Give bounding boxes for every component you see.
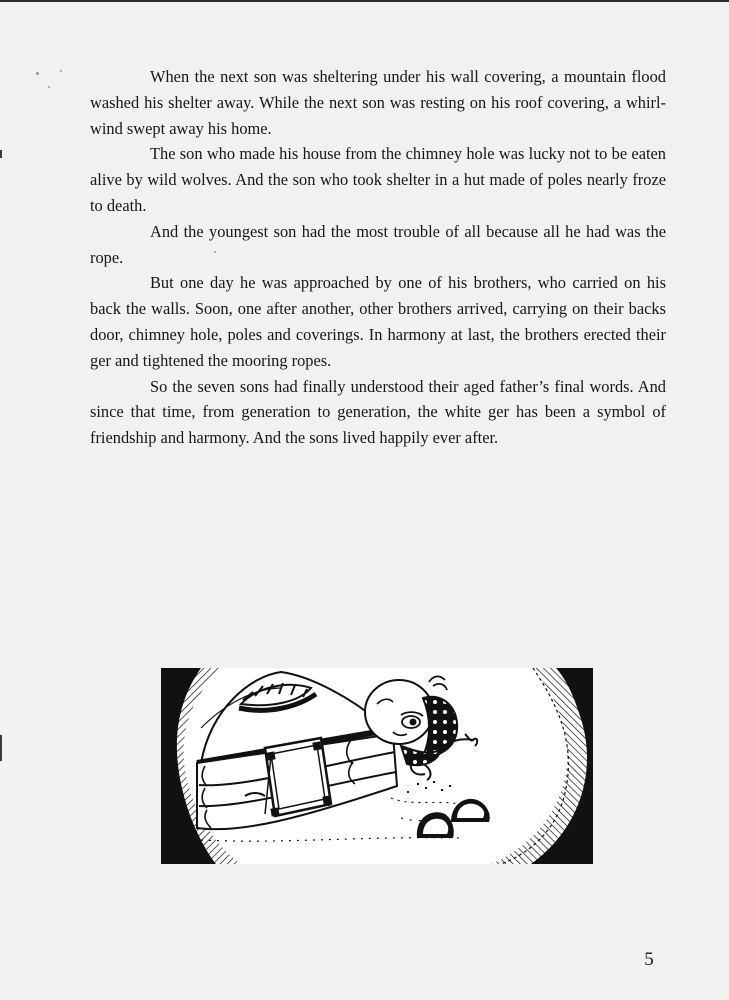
page-top-edge: [0, 0, 729, 2]
paper-speck: [48, 86, 50, 88]
paper-speck: [60, 70, 62, 72]
margin-mark: [0, 150, 2, 158]
story-paragraph: The son who made his house from the chimney hole was lucky not to be eaten alive by wild wolves. And the son who took shelter in a hut made of poles nearly froze to death.: [90, 144, 666, 215]
paper-speck: [36, 72, 39, 75]
story-text: [90, 64, 666, 451]
story-paragraph: So the seven sons had finally understood their aged father’s final words. And since that time, from generation to generation, the white ger has been a symbol of friendship and harmony. And the sons lived happily ever after.: [90, 376, 666, 448]
page-number: 5: [644, 949, 654, 970]
margin-mark: [0, 735, 2, 761]
story-paragraph: And the youngest son had the most trouble of all because all he had was the rope.: [90, 221, 666, 267]
story-paragraph: But one day he was approached by one of his brothers, who carried on his back the walls. Soon, one after another, other brothers arrived, carrying on their backs door, chimney hole, poles and coverings. In harmony at last, the brothers erected their ger and tightened the mooring ropes.: [90, 273, 666, 370]
ger-illustration: [161, 668, 593, 864]
story-paragraph: When the next son was sheltering under his wall covering, a mountain flood washed his shelter away. While the next son was resting on his roof covering, a whirl-wind swept away his home.: [90, 67, 666, 138]
